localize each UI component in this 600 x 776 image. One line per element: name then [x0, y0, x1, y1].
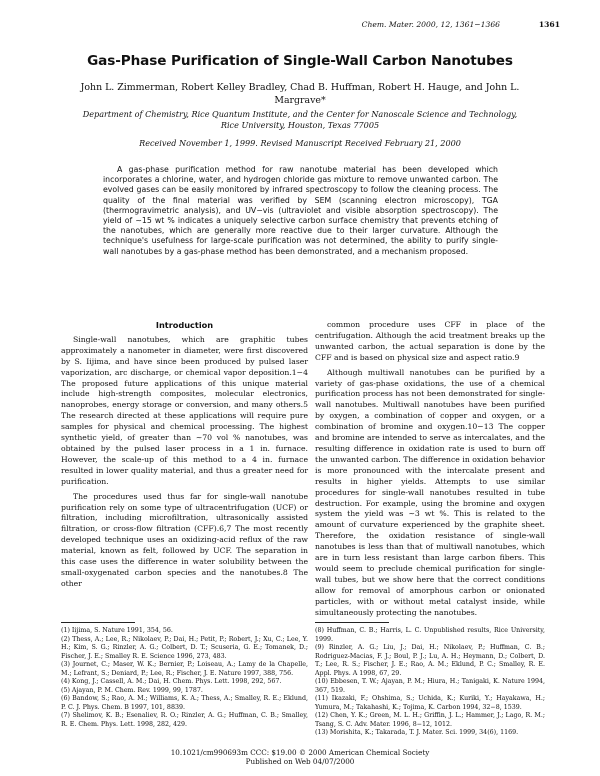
received-dates: Received November 1, 1999. Revised Manuscript Received February 21, 2000	[139, 138, 461, 148]
reference-item: (4) Kong, J.; Cassell, A. M.; Dai, H. Chem. Phys. Lett. 1998, 292, 567.	[61, 678, 282, 685]
reference-item: (9) Rinzler, A. G.; Liu, J.; Dai, H.; Nikolaev, P.; Huffman, C. B.; Rodriguez-Macias, F. J.; Boul, P. J.; Lu, A. H.; Heymann, D.; Colbert, D. T.; Lee, R. S.; Fischer, J. E.; Rao, A. M.; Eklund, P. C.; Smalley, R. E. Appl. Phys. A 1998, 67, 29.	[315, 644, 545, 677]
references-right	[315, 627, 545, 738]
page-footer	[0, 748, 600, 767]
references-left	[61, 627, 308, 729]
paragraph: The procedures used thus far for single-wall nanotube purification rely on some type of ultracentrifugation (UCF) or filtration, including microfiltration, ultrasonically assisted filtration, or cross-flow filtration (CFF).6,7 The most recently developed technique uses an oxidizing-acid reflux of the raw material, known as felt, followed by UCF. The separation in this case uses the difference in water solubility between the small-oxygenated carbon species and the nanotubes.8 The other	[61, 491, 308, 588]
journal-citation: Chem. Mater. 2000, 12, 1361−1366	[361, 20, 500, 29]
reference-item: (12) Chen, Y. K.; Green, M. L. H.; Griffin, J. L.; Hammer, J.; Lago, R. M.; Tsang, S. C. Adv. Mater. 1996, 8−12, 1012.	[315, 712, 545, 728]
reference-item: (8) Huffman, C. B.; Harris, L. C. Unpublished results, Rice University, 1999.	[315, 627, 545, 643]
article-title: Gas-Phase Purification of Single-Wall Carbon Nanotubes	[87, 53, 513, 69]
doi-copyright: 10.1021/cm990693m CCC: $19.00 © 2000 American Chemical Society	[170, 748, 430, 757]
left-column	[61, 320, 308, 590]
reference-item: (11) Ikazaki, F.; Ohshima, S.; Uchida, K.; Kuriki, Y.; Hayakawa, H.; Yumura, M.; Takahashi, K.; Tojima, K. Carbon 1994, 32−8, 1539.	[315, 695, 545, 711]
reference-item: (3) Journet, C.; Maser, W. K.; Bernier, P.; Loiseau, A.; Lamy de la Chapelle, M.; Lefrant, S.; Deniard, P.; Lee, R.; Fischer, J. E. Nature 1997, 388, 756.	[61, 661, 308, 677]
section-heading-introduction: Introduction	[155, 320, 214, 330]
paragraph: Although multiwall nanotubes can be purified by a variety of gas-phase oxidations, the use of a chemical purification process has not been demonstrated for single-wall nanotubes. Multiwall nanotubes have been purified by oxygen, a combination of copper and oxygen, or a combination of bromine and oxygen.10−13 The copper and bromine are intended to serve as intercalates, and the resulting difference in oxidation rate is used to burn off the unwanted carbon. The difference in oxidation behavior is more pronounced with the intercalate present and results in higher yields. Attempts to use similar procedures for single-wall nanotubes resulted in tube destruction. For example, using the bromine and oxygen system the yield was ∼3 wt %. This is related to the amount of curvature experienced by the graphite sheet. Therefore, the oxidation resistance of single-wall nanotubes is less than that of multiwall nanotubes, which are in turn less resistant than large carbon fibers. This would seem to preclude chemical purification for single-wall tubes, but we show here that the correct conditions allow for removal of amorphous carbon or onionated particles, with or without metal catalyst inside, while simultaneously protecting the nanotubes.	[315, 367, 545, 617]
abstract: A gas-phase purification method for raw nanotube material has been developed which incorporates a chlorine, water, and hydrogen chloride gas mixture to remove unwanted carbon. The evolved gases can be easily monitored by infrared spectroscopy to follow the cleaning process. The quality of the final material was verified by SEM (scanning electron microscopy), TGA (thermogravimetric analysis), and UV−vis (ultraviolet and visible absorption spectroscopy). The yield of ∼15 wt % indicates a uniquely selective carbon surface chemistry that prevents etching of the nanotubes, which are generally more reactive due to their larger curvature. Although the technique's usefulness for large-scale purification was not determined, the ability to purify single-wall nanotubes by a gas-phase method has been demonstrated, and a mechanism proposed.	[103, 165, 498, 256]
footnote-rule-right	[315, 622, 389, 623]
publication-date: Published on Web 04/07/2000	[245, 757, 355, 767]
reference-item: (10) Ebbesen, T. W.; Ajayan, P. M.; Hiura, H.; Tanigaki, K. Nature 1994, 367, 519.	[315, 678, 545, 694]
author-list: John L. Zimmerman, Robert Kelley Bradley, Chad B. Huffman, Robert H. Hauge, and John L. Margrave*	[80, 82, 520, 106]
footnote-rule-left	[61, 622, 135, 623]
reference-item: (6) Bandow, S.; Rao, A. M.; Williams, K. A.; Thess, A.; Smalley, R. E.; Eklund, P. C. J. Phys. Chem. B 1997, 101, 8839.	[61, 695, 308, 711]
right-column	[315, 320, 545, 618]
reference-item: (5) Ajayan, P. M. Chem. Rev. 1999, 99, 1787.	[61, 686, 203, 694]
reference-item: (1) Iijima, S. Nature 1991, 354, 56.	[61, 627, 173, 634]
reference-item: (13) Morishita, K.; Takarada, T. J. Mater. Sci. 1999, 34(6), 1169.	[315, 729, 519, 736]
paragraph: common procedure uses CFF in place of the centrifugation. Although the acid treatment breaks up the unwanted carbon, the actual separation is done by the CFF and is based on physical size and aspect ratio.9	[315, 320, 545, 362]
affiliation: Department of Chemistry, Rice Quantum Institute, and the Center for Nanoscale Science and Technology, Rice University, Houston, Texas 77005	[82, 109, 518, 130]
reference-item: (7) Shelimov, K. B.; Esenaliev, R. O.; Rinzler, A. G.; Huffman, C. B.; Smalley, R. E. Chem. Phys. Lett. 1998, 282, 429.	[61, 712, 308, 728]
reference-item: (2) Thess, A.; Lee, R.; Nikolaev, P.; Dai, H.; Petit, P.; Robert, J.; Xu, C.; Lee, Y. H.; Kim, S. G.; Rinzler, A. G.; Colbert, D. T.; Scuseria, G. E.; Tomanek, D.; Fischer, J. E.; Smalley R. E. Science 1996, 273, 483.	[61, 635, 308, 660]
page-number: 1361	[538, 20, 560, 29]
paragraph: Single-wall nanotubes, which are graphitic tubes approximately a nanometer in diameter, were first discovered by S. Iijima, and have since been produced by pulsed laser vaporization, arc discharge, or chemical vapor deposition.1−4 The proposed future applications of this unique material include high-strength composites, molecular electronics, nanoprobes, energy storage or conversion, and many others.5 The research directed at these applications will require pure samples for physical and chemical processing. The highest synthetic yield, of greater than ∼70 vol % nanotubes, was obtained by the pulsed laser process in a 1 in. furnace. However, the scale-up of this method to a 4 in. furnace resulted in lower quality material, and thus a greater need for purification.	[61, 334, 308, 486]
